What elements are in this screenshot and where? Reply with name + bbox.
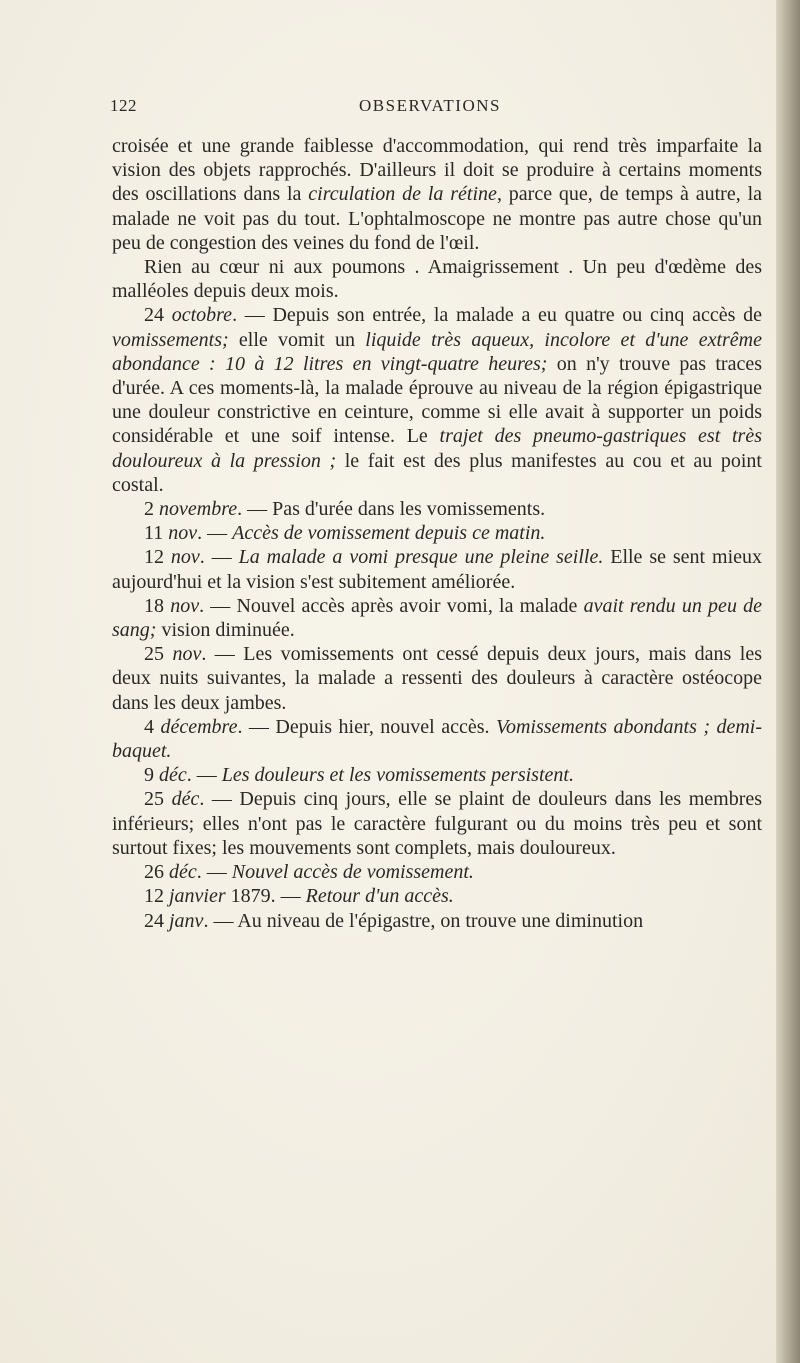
body-text — [112, 134, 762, 933]
text-run: . — Depuis hier, nouvel accès. — [237, 715, 496, 738]
italic-text-run: Accès de vomissement depuis ce matin. — [232, 522, 546, 545]
italic-text-run: Retour d'un accès. — [305, 885, 454, 908]
text-run: . — — [186, 764, 222, 787]
text-run: . — Les vomissements ont cessé depuis deux jours, mais dans les deux nuits suivantes, la malade a ressenti des douleurs à caractère ostéocope dans les deux jambes. — [112, 643, 762, 714]
paragraph — [112, 255, 762, 303]
italic-text-run: circulation de la rétine — [308, 183, 497, 206]
paragraph — [112, 909, 762, 933]
text-run: 12 — [144, 546, 171, 569]
text-run: 4 — [144, 715, 161, 738]
text-run: Rien au cœur ni aux poumons . Amaigrissement . Un peu d'œdème des malléoles depuis deux mois. — [112, 256, 762, 303]
text-run: 9 — [144, 764, 159, 787]
italic-text-run: avait rendu un peu de sang; — [112, 594, 763, 642]
paragraph — [112, 884, 762, 908]
italic-text-run: liquide très aqueux, incolore et d'une extrême abondance : 10 à 12 litres en vingt-quatre heures; — [112, 328, 762, 375]
paragraph — [112, 303, 762, 497]
page-header — [110, 96, 750, 120]
text-run: . — — [197, 522, 233, 545]
paragraph — [112, 134, 762, 255]
italic-text-run: La malade a vomi presque une pleine seille. — [238, 546, 604, 569]
text-run: . — — [199, 546, 239, 569]
italic-text-run: Nouvel accès de vomissement. — [231, 861, 474, 884]
text-run: . — Depuis cinq jours, elle se plaint de douleurs dans les membres inférieurs; elles n'ont pas le caractère fulgurant ou du moins très peu et sont surtout fixes; les mouvements sont complets, mais douloureux. — [112, 788, 763, 859]
italic-text-run: Vomissements abondants ; demi-baquet. — [112, 715, 762, 763]
italic-text-run: nov — [170, 594, 200, 617]
text-run: le fait est des plus manifestes au cou et au point costal. — [112, 449, 762, 496]
italic-text-run: octobre — [171, 304, 233, 327]
text-run: 2 — [144, 498, 159, 521]
text-run: elle vomit un — [228, 328, 366, 351]
italic-text-run: nov — [168, 522, 198, 545]
italic-text-run: déc — [159, 764, 187, 787]
text-run: Elle se sent mieux aujourd'hui et la vision s'est subitement améliorée. — [112, 546, 763, 593]
running-head: OBSERVATIONS — [359, 96, 501, 115]
italic-text-run: nov — [170, 546, 200, 569]
paragraph — [112, 594, 762, 642]
paragraph — [112, 715, 762, 763]
text-run: vision diminuée. — [156, 619, 295, 642]
text-run: croisée et une grande faiblesse d'accommodation, qui rend très imparfaite la vision des objets rapprochés. D'ailleurs il doit se produire à certains moments des oscillations dans la — [112, 135, 762, 206]
text-run: 11 — [144, 522, 169, 545]
text-run: . — Nouvel accès après avoir vomi, la malade — [199, 594, 584, 617]
italic-text-run: janv — [169, 909, 204, 932]
text-run: 1879. — — [225, 885, 306, 908]
text-run: . — Depuis son entrée, la malade a eu quatre ou cinq accès de — [232, 304, 762, 327]
italic-text-run: Les douleurs et les vomissements persistent. — [221, 764, 574, 787]
page-binding-edge — [776, 0, 800, 1363]
italic-text-run: décembre — [160, 715, 238, 738]
italic-text-run: déc — [171, 788, 200, 811]
paragraph — [112, 787, 762, 860]
page-number: 122 — [110, 96, 137, 115]
text-run: 18 — [144, 594, 171, 617]
text-run: 24 — [144, 304, 172, 327]
text-run: on n'y trouve pas traces d'urée. A ces moments-là, la malade éprouve au niveau de la région épigastrique une douleur constrictive en ceinture, comme si elle avait à supporter un poids considérable et une soif intense. Le — [112, 352, 762, 448]
text-run: . — Pas d'urée dans les vomissements. — [237, 498, 546, 521]
text-run: 26 — [144, 861, 169, 884]
italic-text-run: trajet des pneumo-gastriques est très douloureux à la pression ; — [112, 425, 762, 472]
italic-text-run: vomissements; — [112, 328, 229, 351]
paragraph — [112, 860, 762, 884]
text-run: , parce que, de temps à autre, la malade ne voit pas du tout. L'ophtalmoscope ne montre pas autre chose qu'un peu de congestion des veines du fond de l'œil. — [112, 183, 762, 254]
text-run: 25 — [144, 788, 172, 811]
text-run: 25 — [144, 643, 173, 666]
italic-text-run: nov — [172, 643, 202, 666]
text-run: 12 — [144, 885, 169, 908]
paragraph — [112, 763, 762, 787]
text-run: . — Au niveau de l'épigastre, on trouve une diminution — [203, 909, 644, 932]
italic-text-run: déc — [169, 861, 197, 884]
paragraph — [112, 545, 762, 593]
paragraph — [112, 521, 762, 545]
paragraph — [112, 642, 762, 715]
text-run: . — — [196, 861, 232, 884]
paragraph — [112, 497, 762, 521]
italic-text-run: novembre — [159, 498, 238, 521]
italic-text-run: janvier — [169, 885, 226, 908]
text-run: 24 — [144, 909, 169, 932]
